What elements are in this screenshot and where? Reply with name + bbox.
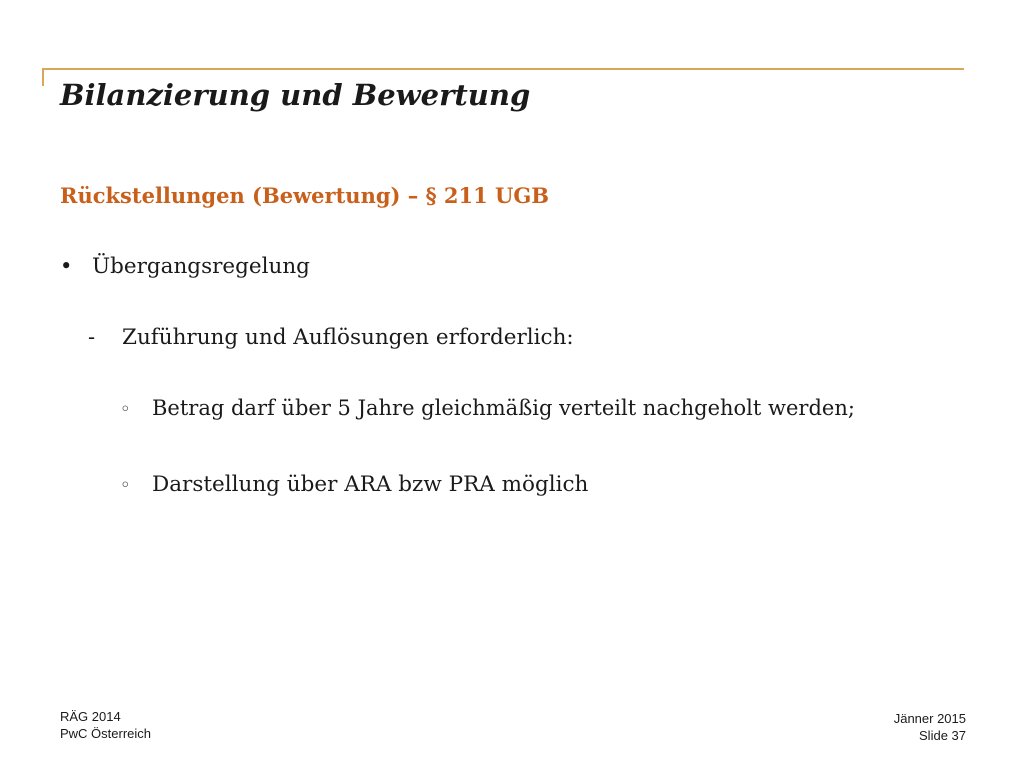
circle-marker: ◦	[120, 399, 131, 420]
footer-slide-number: Slide 37	[919, 728, 966, 743]
sub-sub-item-betrag: Betrag darf über 5 Jahre gleichmäßig verteilt nachgeholt werden;	[152, 396, 855, 420]
footer-date: Jänner 2015	[893, 711, 966, 726]
sub-item-zufuehrung: Zuführung und Auflösungen erforderlich:	[122, 325, 574, 350]
sub-sub-item-darstellung: Darstellung über ARA bzw PRA möglich	[152, 472, 589, 497]
footer-right	[894, 710, 966, 744]
circle-marker: ◦	[120, 475, 131, 496]
footer-topic: RÄG 2014	[60, 709, 121, 724]
slide-subtitle: Rückstellungen (Bewertung) – § 211 UGB	[60, 183, 550, 208]
dash-marker: -	[88, 325, 96, 349]
bullet-item-uebergangsregelung: Übergangsregelung	[92, 254, 310, 279]
footer-company: PwC Österreich	[60, 726, 152, 741]
header-accent-line	[42, 68, 964, 70]
footer-left	[60, 708, 151, 742]
header-accent-tick	[42, 68, 44, 86]
bullet-marker: •	[60, 254, 73, 278]
slide-title: Bilanzierung und Bewertung	[60, 78, 531, 112]
